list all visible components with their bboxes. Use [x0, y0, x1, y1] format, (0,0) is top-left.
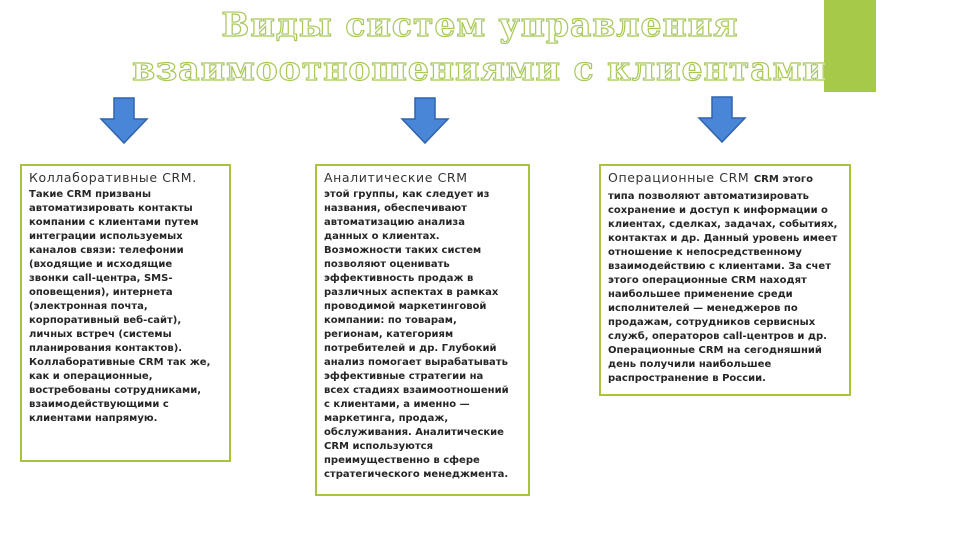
page-title — [0, 0, 960, 91]
card-heading: Аналитические CRM — [324, 170, 468, 185]
arrow-down-icon — [400, 97, 450, 145]
card-body: этой группы, как следует из названия, обеспечивают автоматизацию анализа данных о клиентах. Возможности таких систем позволяют оценивать эффективность продаж в различных аспектах в рамках проводимой маркетинговой компании: по товарам, регионам, категориям потребителей и др. Глубокий анализ помогает вырабатывать эффективные стратегии на всех стадиях взаимоотношений с клиентами, а именно — маркетинга, продаж, обслуживания. Аналитические CRM используются преимущественно в сфере стратегического менеджмента. — [324, 189, 509, 480]
arrow-down-icon — [99, 97, 149, 145]
card-operational-crm — [599, 164, 851, 396]
card-heading: Коллаборативные CRM. — [29, 170, 197, 185]
arrow-down-icon — [697, 96, 747, 144]
title-line-1: Виды систем управления — [221, 5, 739, 44]
card-heading: Операционные CRM CRM этого — [608, 170, 814, 185]
card-analytical-crm — [315, 164, 530, 496]
card-body: типа позволяют автоматизировать сохранение и доступ к информации о клиентах, сделках, задачах, событиях, контактах и др. Данный уровень имеет отношение к непосредственному взаимодействию с клиентами. За счет этого операционные CRM находят наибольшее применение среди исполнителей — менеджеров по продажам, сотрудников сервисных служб, операторов call-центров и др. Операционные CRM на сегодняшний день получили наибольшее распространение в России. — [608, 191, 838, 384]
card-collaborative-crm — [20, 164, 231, 462]
title-line-2: взаимоотношениями с клиентами — [132, 49, 828, 88]
card-body: Такие CRM призваны автоматизировать контакты компании с клиентами путем интеграции используемых каналов связи: телефонии (входящие и исходящие звонки call-центра, SMS- оповещения), интернета (электронная почта, корпоративный веб-сайт), личных встреч (системы планирования контактов). Коллаборативные CRM так же, как и операционные, востребованы сотрудниками, взаимодействующими с клиентами напрямую. — [29, 189, 211, 424]
heading-suffix: CRM этого — [753, 174, 814, 185]
